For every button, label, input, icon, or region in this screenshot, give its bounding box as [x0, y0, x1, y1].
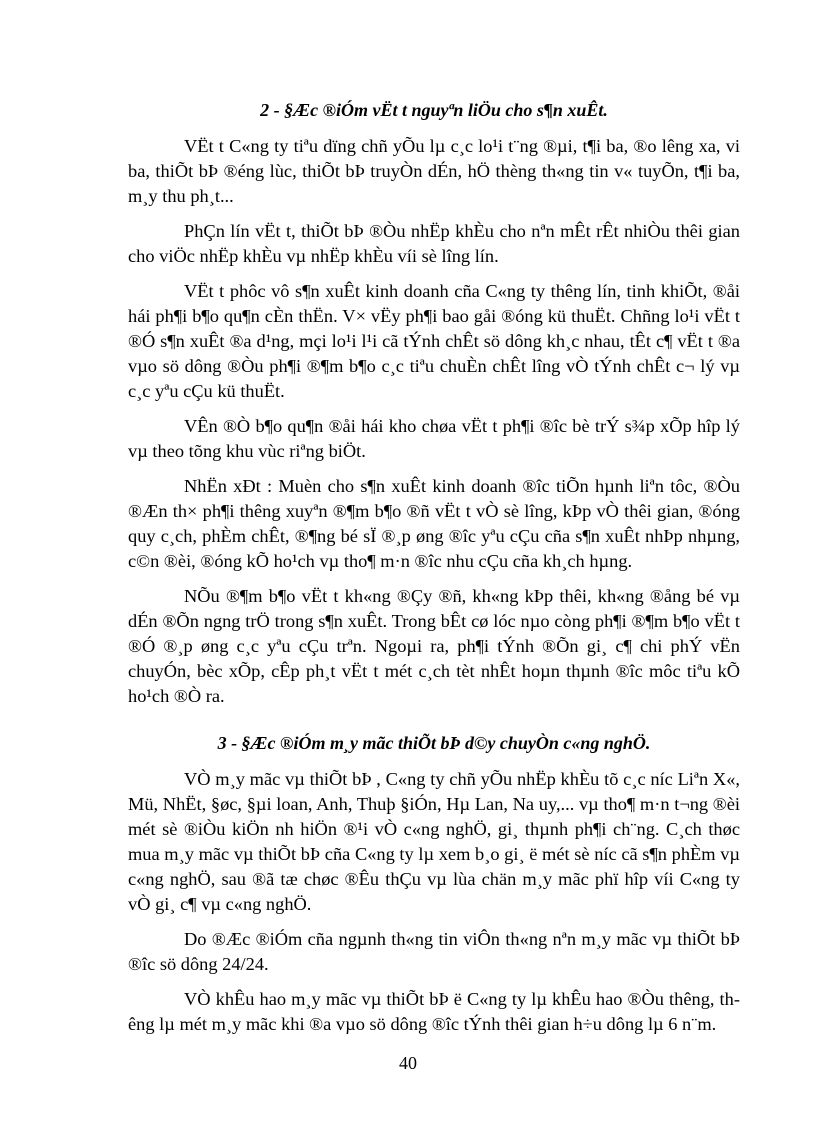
paragraph: Do ®Æc ®iÓm cña ngµnh th«ng tin viÔn th«ng nªn m¸y mãc vµ thiÕt bÞ ®îc sö dông 24/24. [128, 929, 740, 974]
paragraph: VÊn ®Ò b¶o qu¶n ®åi hái kho chøa vËt t ph¶i ®îc bè trÝ s¾p xÕp hîp lý vµ theo tõng khu vùc riªng biÖt. [128, 416, 740, 461]
page-content [128, 96, 740, 1047]
paragraph: NÕu ®¶m b¶o vËt t kh«ng ®Çy ®ñ, kh«ng kÞp thêi, kh«ng ®ång bé vµ dÉn ®Õn ngng trÖ trong s¶n xuÊt. Trong bÊt cø lóc nµo còng ph¶i ®¶m b¶o vËt t ®Ó ®¸p øng c¸c yªu cÇu trªn. Ngoµi ra, ph¶i tÝnh ®Õn gi¸ c¶ chi phÝ vËn chuyÓn, bèc xÕp, cÊp ph¸t vËt t mét c¸ch tèt nhÊt hoµn thµnh ®îc môc tiªu kÕ ho¹ch ®Ò ra. [128, 586, 740, 706]
section-heading-materials: 2 - §Æc ®iÓm vËt t nguyªn liÖu cho s¶n xuÊt. [260, 100, 608, 120]
paragraph: VÒ khÊu hao m¸y mãc vµ thiÕt bÞ ë C«ng ty lµ khÊu hao ®Òu thêng, thêng lµ mét m¸y mãc khi ®a vµo sö dông ®îc tÝnh thêi gian h÷u dông lµ 6 n¨m. [128, 989, 740, 1034]
paragraph: NhËn xÐt : Muèn cho s¶n xuÊt kinh doanh ®îc tiÕn hµnh liªn tôc, ®Òu ®Æn th× ph¶i thêng xuyªn ®¶m b¶o ®ñ vËt t vÒ sè lîng, kÞp vÒ thêi gian, ®óng quy c¸ch, phÈm chÊt, ®¶ng bé sÏ ®¸p øng ®îc yªu cÇu cña s¶n xuÊt nhÞp nhµng, c©n ®èi, ®óng kÕ ho¹ch vµ tho¶ m·n ®îc nhu cÇu cña kh¸ch hµng. [128, 476, 740, 571]
paragraph: VËt t C«ng ty tiªu dïng chñ yÕu lµ c¸c lo¹i t¨ng ®µi, t¶i ba, ®o lêng xa, vi ba, thiÕt bÞ ®éng lùc, thiÕt bÞ truyÒn dÉn, hÖ thèng th«ng tin v« tuyÕn, t¶i ba, m¸y thu ph¸t... [128, 136, 740, 206]
paragraph: VÒ m¸y mãc vµ thiÕt bÞ , C«ng ty chñ yÕu nhËp khÈu tõ c¸c níc Liªn X«, Mü, NhËt, §øc, §µi loan, Anh, Thuþ §iÓn, Hµ Lan, Na uy,... vµ tho¶ m·n t¬ng ®èi mét sè ®iÒu kiÖn nh hiÖn ®¹i vÒ c«ng nghÖ, gi¸ thµnh ph¶i ch¨ng. C¸ch thøc mua m¸y mãc vµ thiÕt bÞ cña C«ng ty lµ xem b¸o gi¸ ë mét sè níc cã s¶n phÈm vµ c«ng nghÖ, sau ®ã tæ chøc ®Êu thÇu vµ lùa chän m¸y mãc phï hîp víi C«ng ty vÒ gi¸ c¶ vµ c«ng nghÖ. [128, 769, 740, 914]
section-heading-machinery: 3 - §Æc ®iÓm m¸y mãc thiÕt bÞ d©y chuyÒn c«ng nghÖ. [217, 733, 651, 753]
paragraph: VËt t phôc vô s¶n xuÊt kinh doanh cña C«ng ty thêng lín, tinh khiÕt, ®åi hái ph¶i b¶o qu¶n cÈn thËn. V× vËy ph¶i bao gåi ®óng kü thuËt. Chñng lo¹i vËt t ®Ó s¶n xuÊt ®a d¹ng, mçi lo¹i l¹i cã tÝnh chÊt sö dông kh¸c nhau, tÊt c¶ vËt t ®a vµo sö dông ®Òu ph¶i ®¶m b¶o c¸c tiªu chuÈn chÊt lîng vÒ tÝnh chÊt c¬ lý vµ c¸c yªu cÇu kü thuËt. [128, 281, 740, 401]
paragraph: PhÇn lín vËt t, thiÕt bÞ ®Òu nhËp khÈu cho nªn mÊt rÊt nhiÒu thêi gian cho viÖc nhËp khÈu vµ nhËp khÈu víi sè lîng lín. [128, 221, 740, 266]
page-number: 40 [399, 1053, 417, 1073]
